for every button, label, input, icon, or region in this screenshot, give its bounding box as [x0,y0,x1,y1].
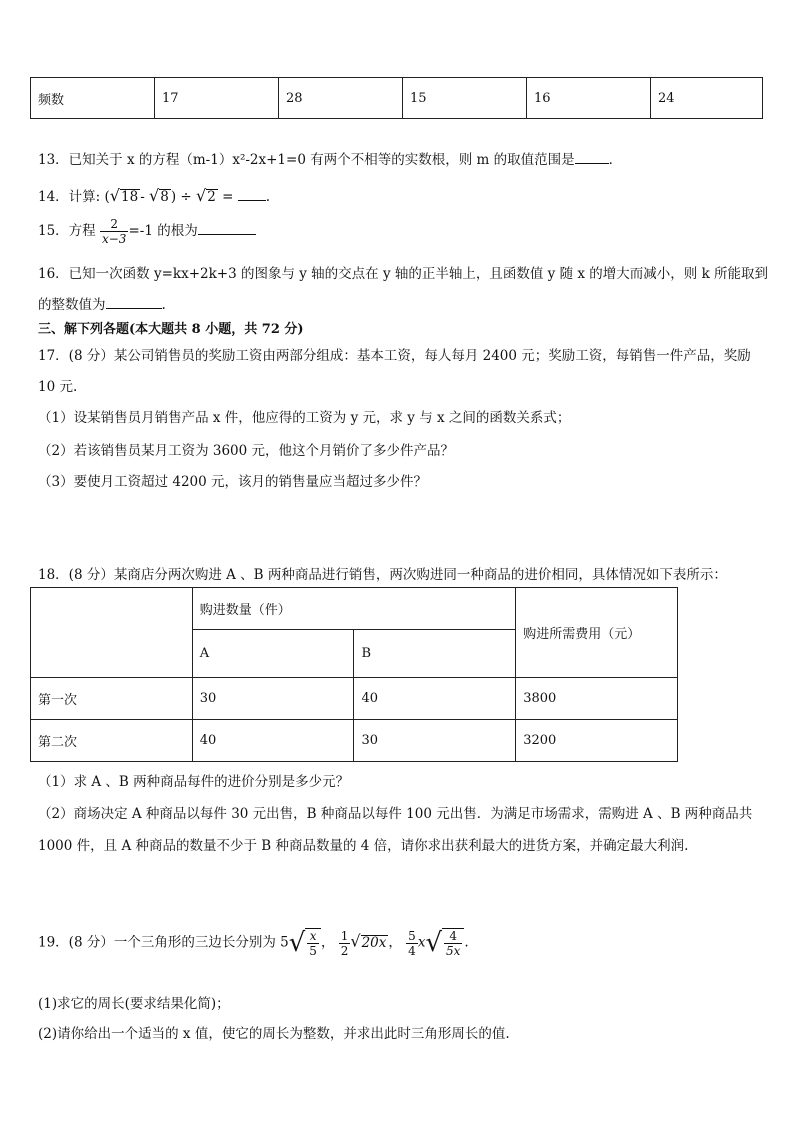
radicand: 20x [361,934,387,951]
sqrt-icon: √ [350,931,361,951]
question-15 [38,217,256,246]
col-b-header: B [354,630,516,678]
fraction-numerator: x [307,929,319,944]
row-label: 第二次 [31,720,193,762]
sqrt-icon: √ [425,928,443,958]
question-16-line2 [38,293,166,313]
equals-sign: = [222,189,234,205]
answer-blank [198,222,256,235]
fraction-numerator: 4 [444,929,462,944]
separator: ， [388,934,402,951]
fraction-radicand [442,928,464,958]
q13-text: 13．已知关于 x 的方程（m-1）x²-2x+1=0 有两个不相等的实数根，则 m 的取值范围是 [38,152,575,168]
radicand: 8 [160,189,169,205]
question-16-line1: 16．已知一次函数 y=kx+2k+3 的图象与 y 轴的交点在 y 轴的正半轴上，且函数值 y 随 x 的增大而减小，则 k 所能取到 [38,266,769,282]
cell-cost: 3200 [516,720,678,762]
answer-blank [575,151,609,164]
freq-cell: 16 [527,78,651,119]
question-18-sub2-line2: 1000 件，且 A 种商品的数量不少于 B 种商品数量的 4 倍，请你求出获利最大的进货方案，并确定最大利润. [38,838,689,854]
q15-rest: =-1 的根为 [128,223,198,239]
separator: ， [320,934,335,951]
freq-cell: 15 [403,78,527,119]
cell-a: 30 [192,678,354,720]
freq-cell: 24 [651,78,763,119]
q14-prefix: 14．计算: [38,189,101,205]
freq-cell: 17 [155,78,279,119]
question-17-sub2: （2）若该销售员某月工资为 3600 元，他这个月销价了多少件产品？ [38,443,455,459]
fraction-numerator: 5 [408,928,416,943]
question-17-line2: 10 元. [38,379,78,395]
q16-line2-text: 的整数值为 [38,297,106,313]
fraction-denominator: x−3 [101,232,127,246]
fraction-numerator: 1 [340,928,349,943]
question-18-intro: 18．(8 分）某商店分两次购进 A 、B 两种商品进行销售，两次购进同一种商品的进价相同，具体情况如下表所示： [38,567,727,583]
q16-end: . [161,297,166,313]
question-19-sub1: (1)求它的周长(要求结果化简)； [38,996,230,1012]
fraction [339,929,351,958]
purchase-table [30,587,678,762]
row-label: 第一次 [31,678,193,720]
sqrt-icon: √ [109,186,120,205]
sqrt-icon: √ [288,928,306,958]
question-14: 14．计算: (√18 - √8 ) ÷ √2 = . [38,186,271,205]
fraction [100,217,128,246]
minus-sign: - [140,189,145,205]
coefficient: 5 [280,934,289,951]
answer-blank [106,296,162,309]
question-13 [38,148,622,168]
variable-x: x [417,934,426,951]
question-17-sub1: （1）设某销售员月销售产品 x 件，他应得的工资为 y 元，求 y 与 x 之间的函数关系式； [38,410,571,426]
fraction-numerator: 2 [100,217,128,232]
fraction-denominator: 5 [309,944,317,958]
cell-a: 40 [192,720,354,762]
sqrt-icon: √ [149,186,160,205]
question-18-sub1: （1）求 A 、B 两种商品每件的进价分别是多少元？ [38,774,350,790]
col-a-header: A [192,630,354,678]
fraction-denominator: 2 [340,943,349,958]
question-18-sub2-line1: （2）商场决定 A 种商品以每件 30 元出售，B 种商品以每件 100 元出售．为满足市场需求，需购进 A 、B 两种商品共 [38,806,753,822]
answer-blank [238,188,266,201]
fraction-denominator: 4 [408,943,416,958]
q19-end: . [464,934,469,951]
cell-cost: 3800 [516,678,678,720]
question-17-sub3: （3）要使月工资超过 4200 元，该月的销售量应当超过多少件？ [38,474,428,490]
div-sign: ÷ [180,189,192,205]
fraction-denominator: 5x [446,944,461,958]
freq-cell: 28 [279,78,403,119]
question-17-line1: 17．(8 分）某公司销售员的奖励工资由两部分组成：基本工资，每人每月 2400 元；奖励工资，每销售一件产品，奖励 [38,348,751,364]
table-row [31,720,678,762]
freq-label-cell: 频数 [31,78,155,119]
question-19 [38,928,469,958]
q13-end: ． [608,152,623,168]
cost-header: 购进所需费用（元） [516,588,678,678]
q19-prefix: 19．(8 分）一个三角形的三边长分别为 [38,934,276,951]
cell-b: 40 [354,678,516,720]
q14-end: . [265,189,271,205]
radicand: 18 [121,189,139,205]
frequency-table [30,77,763,119]
q15-prefix: 15．方程 [38,223,96,239]
question-19-sub2: (2)请你给出一个适当的 x 值，使它的周长为整数，并求出此时三角形周长的值. [38,1026,510,1042]
cell-b: 30 [354,720,516,762]
fraction [406,929,418,958]
quantity-header: 购进数量（件） [192,588,515,630]
radicand: 2 [207,189,216,205]
section-heading: 三、解下列各题(本大题共 8 小题，共 72 分) [38,322,304,337]
sqrt-icon: √ [196,186,207,205]
table-row [31,678,678,720]
fraction-radicand [305,928,321,958]
empty-header-cell [31,588,193,678]
